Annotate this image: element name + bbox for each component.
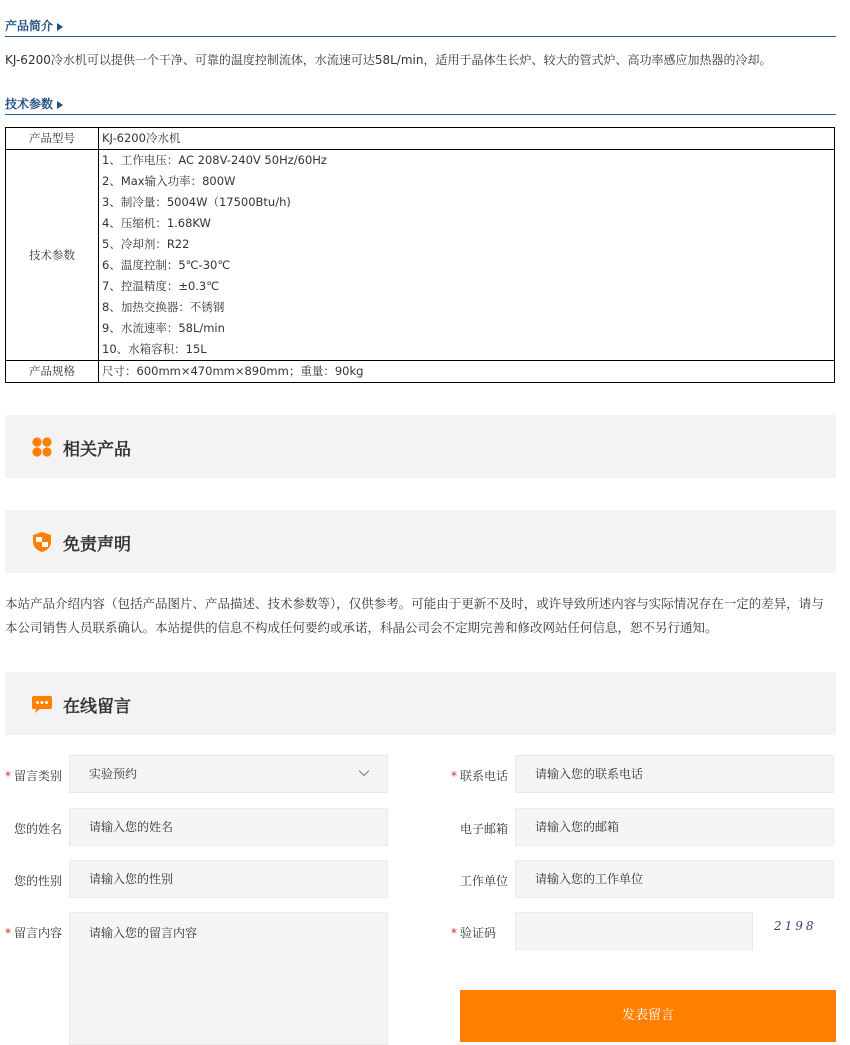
phone-label: * 联系电话 [451, 769, 509, 783]
disclaimer-panel [5, 510, 836, 573]
param-item: 2、Max输入功率：800W [102, 174, 236, 188]
name-label: 您的姓名 [14, 822, 63, 836]
intro-section-header [5, 8, 836, 37]
triangle-right-icon [57, 23, 63, 31]
params-list [99, 150, 835, 361]
content-textarea[interactable]: 请输入您的留言内容 [69, 912, 388, 1045]
category-select[interactable]: 实验预约 [69, 755, 388, 793]
param-item: 6、温度控制：5℃-30℃ [102, 258, 231, 272]
param-item: 8、加热交换器：不锈钢 [102, 300, 225, 314]
chevron-down-icon [358, 767, 370, 779]
phone-input[interactable]: 请输入您的联系电话 [515, 755, 834, 793]
email-input[interactable]: 请输入您的邮箱 [515, 808, 834, 846]
model-value: KJ-6200冷水机 [99, 128, 835, 150]
email-label: 电子邮箱 [460, 822, 509, 836]
spec-section-header [5, 86, 836, 115]
shield-icon [31, 531, 53, 553]
model-label: 产品型号 [6, 128, 99, 150]
captcha-label: * 验证码 [451, 926, 497, 940]
triangle-right-icon [57, 101, 63, 109]
company-label: 工作单位 [460, 874, 509, 888]
chat-icon [31, 693, 53, 715]
param-item: 10、水箱容积：15L [102, 342, 207, 356]
online-message-title: 在线留言 [63, 697, 131, 717]
intro-section-title: 产品简介 [5, 17, 63, 34]
spec-section-title: 技术参数 [5, 95, 63, 112]
grid-icon [31, 436, 53, 458]
table-row [6, 361, 835, 383]
intro-text: KJ-6200冷水机可以提供一个干净、可靠的温度控制流体，水流速可达58L/min，适用于晶体生长炉、较大的管式炉、高功率感应加热器的冷却。 [5, 53, 772, 67]
gender-label: 您的性别 [14, 874, 63, 888]
param-item: 9、水流速率：58L/min [102, 321, 225, 335]
spec-value: 尺寸：600mm×470mm×890mm；重量：90kg [99, 361, 835, 383]
disclaimer-text: 本站产品介绍内容（包括产品图片、产品描述、技术参数等），仅供参考。可能由于更新不及时，或许导致所述内容与实际情况存在一定的差异，请与本公司销售人员联系确认。本站提供的信息不构成任何要约或承诺，科晶公司会不定期完善和修改网站任何信息，恕不另行通知。 [5, 596, 824, 635]
table-row [6, 150, 835, 361]
submit-button[interactable]: 发表留言 [460, 990, 836, 1042]
params-label: 技术参数 [6, 150, 99, 361]
related-products-panel [5, 415, 836, 478]
param-item: 7、控温精度：±0.3℃ [102, 279, 220, 293]
related-products-title: 相关产品 [63, 440, 131, 460]
captcha-input[interactable] [515, 912, 753, 950]
spec-table [5, 127, 835, 383]
param-item: 3、制冷量：5004W（17500Btu/h) [102, 195, 291, 209]
content-label: * 留言内容 [5, 926, 63, 940]
disclaimer-title: 免责声明 [63, 535, 131, 555]
spec-label: 产品规格 [6, 361, 99, 383]
param-item: 4、压缩机：1.68KW [102, 216, 211, 230]
company-input[interactable]: 请输入您的工作单位 [515, 860, 834, 898]
param-item: 5、冷却剂：R22 [102, 237, 190, 251]
online-message-panel [5, 672, 836, 735]
captcha-image[interactable]: 2198 [774, 919, 817, 933]
param-item: 1、工作电压：AC 208V-240V 50Hz/60Hz [102, 153, 327, 167]
table-row [6, 128, 835, 150]
category-label: * 留言类别 [5, 769, 63, 783]
name-input[interactable]: 请输入您的姓名 [69, 808, 388, 846]
gender-input[interactable]: 请输入您的性别 [69, 860, 388, 898]
